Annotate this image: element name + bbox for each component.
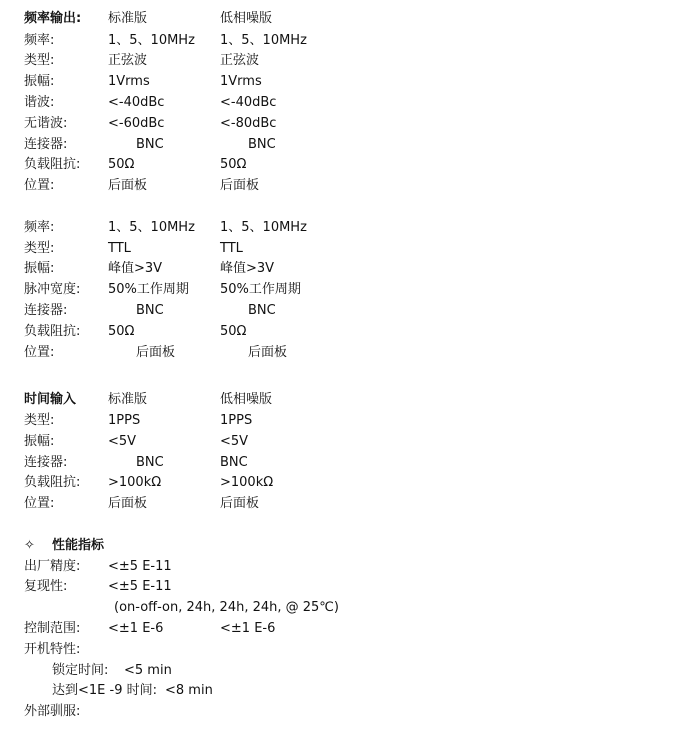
- spec-lpn-value: <-40dBc: [220, 95, 277, 110]
- spec-lpn-value: BNC: [220, 455, 248, 470]
- spec-label: 位置:: [24, 345, 55, 360]
- lock-time-value: <5 min: [124, 663, 172, 678]
- sine-row-location: [0, 179, 691, 199]
- reproducibility-row: [0, 580, 691, 600]
- sine-row-harmonics: [0, 96, 691, 116]
- spec-std-value: 1、5、10MHz: [108, 220, 195, 235]
- spec-std-value: 50Ω: [108, 324, 135, 339]
- control-range-row: [0, 622, 691, 642]
- spec-label: 振幅:: [24, 74, 55, 89]
- spec-label: 振幅:: [24, 434, 55, 449]
- time-row-connector: [0, 456, 691, 476]
- spec-lpn-value: <±1 E-6: [220, 621, 276, 636]
- spec-std-value: TTL: [108, 241, 131, 256]
- spec-lpn-value: 50%工作周期: [220, 282, 301, 297]
- spec-std-value: 1、5、10MHz: [108, 33, 195, 48]
- std-version-header: 标准版: [108, 11, 148, 26]
- spec-lpn-value: 1PPS: [220, 413, 253, 428]
- spec-lpn-value: BNC: [248, 137, 276, 152]
- spec-value: <±5 E-11: [108, 579, 172, 594]
- startup-characteristics-row: [0, 643, 691, 663]
- spec-std-value: >100kΩ: [108, 475, 162, 490]
- spec-label: 连接器:: [24, 303, 68, 318]
- spec-lpn-value: 后面板: [220, 496, 260, 511]
- spec-std-value: <5V: [108, 434, 137, 449]
- spec-lpn-value: 峰值>3V: [220, 261, 275, 276]
- spec-lpn-value: >100kΩ: [220, 475, 274, 490]
- spec-std-value: 峰值>3V: [108, 261, 163, 276]
- spec-std-value: BNC: [136, 455, 164, 470]
- spec-std-value: 50Ω: [108, 157, 135, 172]
- spec-label: 类型:: [24, 241, 55, 256]
- spec-std-value: BNC: [136, 303, 164, 318]
- spec-label: 类型:: [24, 53, 55, 68]
- spec-std-value: <±1 E-6: [108, 621, 164, 636]
- sine-row-amplitude: [0, 75, 691, 95]
- spec-label: 频率:: [24, 220, 55, 235]
- diamond-bullet-icon: ✧: [24, 538, 35, 553]
- spec-label: 连接器:: [24, 455, 68, 470]
- spec-std-value: <-60dBc: [108, 116, 165, 131]
- spec-label: 脉冲宽度:: [24, 282, 81, 297]
- spec-value: <±5 E-11: [108, 559, 172, 574]
- ttl-row-location: [0, 346, 691, 366]
- reproducibility-note: (on-off-on, 24h, 24h, 24h, @ 25℃): [114, 600, 339, 615]
- spec-label: 负载阻抗:: [24, 475, 81, 490]
- spec-std-value: 50%工作周期: [108, 282, 189, 297]
- spec-std-value: 1Vrms: [108, 74, 150, 89]
- freq-output-header-row: [0, 12, 691, 32]
- spec-lpn-value: 50Ω: [220, 157, 247, 172]
- ttl-row-pulse-width: [0, 283, 691, 303]
- spec-label: 控制范围:: [24, 621, 81, 636]
- ttl-row-frequency: [0, 221, 691, 241]
- spec-label: 无谐波:: [24, 116, 68, 131]
- spec-label: 外部驯服:: [24, 704, 81, 719]
- spec-lpn-value: 1、5、10MHz: [220, 33, 307, 48]
- spec-lpn-value: <5V: [220, 434, 249, 449]
- spec-lpn-value: 1、5、10MHz: [220, 220, 307, 235]
- time-input-title: 时间输入: [24, 392, 77, 407]
- spec-label: 负载阻抗:: [24, 157, 81, 172]
- external-discipline-row: [0, 705, 691, 725]
- spec-lpn-value: 后面板: [220, 178, 260, 193]
- sine-row-load-impedance: [0, 158, 691, 178]
- spec-label: 谐波:: [24, 95, 55, 110]
- spec-std-value: 后面板: [108, 496, 148, 511]
- spec-std-value: BNC: [136, 137, 164, 152]
- spec-label: 位置:: [24, 178, 55, 193]
- spec-label: 开机特性:: [24, 642, 81, 657]
- low-phase-noise-version-header: 低相噪版: [220, 392, 273, 407]
- spec-std-value: <-40dBc: [108, 95, 165, 110]
- ttl-row-load-impedance: [0, 325, 691, 345]
- freq-output-title: 频率输出:: [24, 11, 82, 26]
- std-version-header: 标准版: [108, 392, 148, 407]
- spec-label: 类型:: [24, 413, 55, 428]
- spec-lpn-value: 50Ω: [220, 324, 247, 339]
- spec-label: 复现性:: [24, 579, 68, 594]
- performance-title: 性能指标: [52, 538, 105, 553]
- spec-std-value: 1PPS: [108, 413, 141, 428]
- sine-row-spurious: [0, 117, 691, 137]
- sine-row-type: [0, 54, 691, 74]
- spec-std-value: 正弦波: [108, 53, 148, 68]
- factory-accuracy-row: [0, 560, 691, 580]
- low-phase-noise-version-header: 低相噪版: [220, 11, 273, 26]
- spec-label: 连接器:: [24, 137, 68, 152]
- ttl-row-connector: [0, 304, 691, 324]
- spec-lpn-value: 正弦波: [220, 53, 260, 68]
- time-input-header-row: [0, 393, 691, 413]
- spec-lpn-value: 1Vrms: [220, 74, 262, 89]
- reproducibility-note-row: [0, 601, 691, 621]
- reach-time-label: 达到<1E -9 时间:: [52, 683, 157, 698]
- sine-row-frequency: [0, 34, 691, 54]
- spec-lpn-value: BNC: [248, 303, 276, 318]
- spec-label: 频率:: [24, 33, 55, 48]
- spec-label: 负载阻抗:: [24, 324, 81, 339]
- time-row-load-impedance: [0, 476, 691, 496]
- spec-label: 振幅:: [24, 261, 55, 276]
- spec-lpn-value: <-80dBc: [220, 116, 277, 131]
- spec-std-value: 后面板: [108, 178, 148, 193]
- reach-time-row: [0, 684, 691, 704]
- spec-lpn-value: TTL: [220, 241, 243, 256]
- reach-time-value: <8 min: [165, 683, 213, 698]
- lock-time-row: [0, 664, 691, 684]
- time-row-location: [0, 497, 691, 517]
- time-row-amplitude: [0, 435, 691, 455]
- ttl-row-type: [0, 242, 691, 262]
- sine-row-connector: [0, 138, 691, 158]
- performance-header-row: [0, 539, 691, 559]
- time-row-type: [0, 414, 691, 434]
- ttl-row-amplitude: [0, 262, 691, 282]
- spec-label: 位置:: [24, 496, 55, 511]
- lock-time-label: 锁定时间:: [52, 663, 109, 678]
- spec-lpn-value: 后面板: [248, 345, 288, 360]
- spec-label: 出厂精度:: [24, 559, 81, 574]
- spec-std-value: 后面板: [136, 345, 176, 360]
